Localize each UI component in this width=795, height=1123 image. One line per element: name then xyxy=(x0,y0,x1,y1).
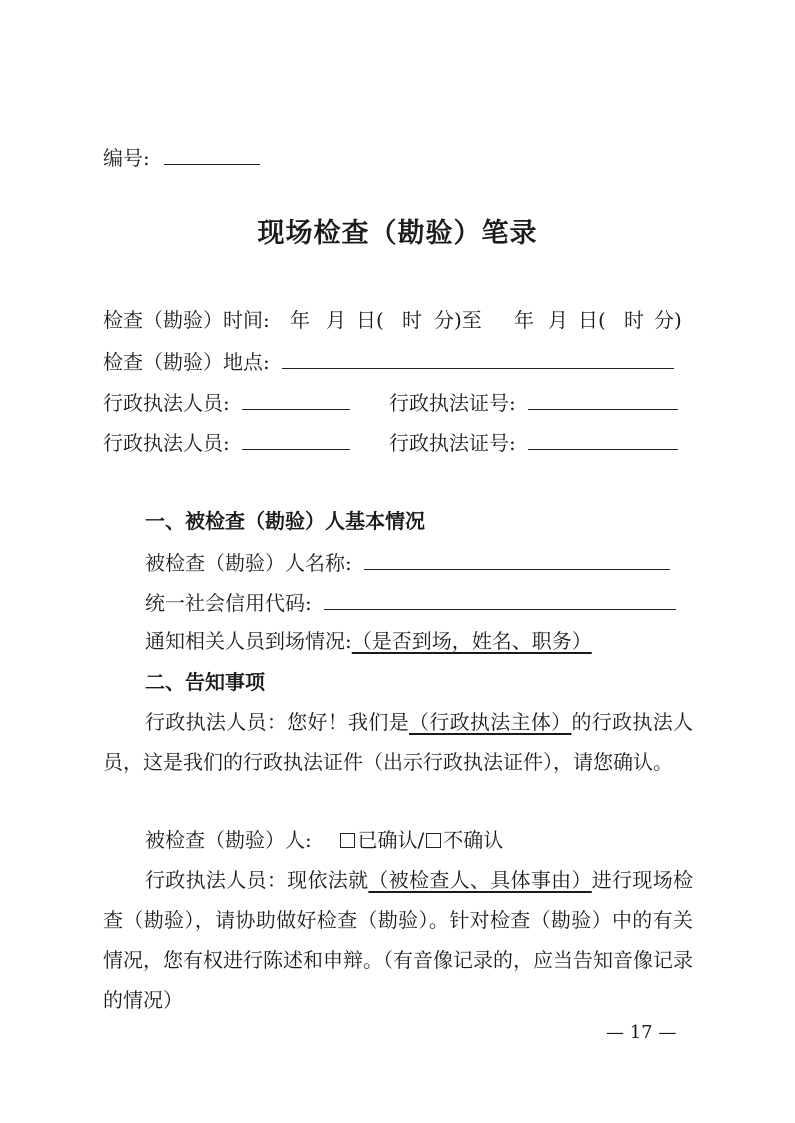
credit-code-row xyxy=(145,587,676,617)
notice-1-text-a: 行政执法人员：您好！我们是 xyxy=(145,710,409,734)
notice-paragraph-1 xyxy=(103,702,693,782)
location-label: 检查（勘验）地点: xyxy=(103,350,270,374)
officer-name-field-1[interactable] xyxy=(242,387,350,410)
cert-number-field-1[interactable] xyxy=(528,387,678,410)
inspection-subject-hint: （被检查人、具体事由） xyxy=(368,868,592,892)
page-number: — 17 — xyxy=(606,1022,677,1043)
notice-2-text-a: 行政执法人员：现依法就 xyxy=(145,868,369,892)
not-confirmed-checkbox[interactable] xyxy=(426,833,441,848)
serial-field[interactable] xyxy=(164,142,260,165)
time-year-2: 年 xyxy=(514,308,534,332)
time-hour-2: 时 xyxy=(624,308,644,332)
officer-label-1: 行政执法人员: xyxy=(103,391,230,415)
notify-label: 通知相关人员到场情况: xyxy=(145,629,352,653)
location-row xyxy=(103,346,674,376)
time-year-1: 年 xyxy=(290,308,310,332)
time-label: 检查（勘验）时间: xyxy=(103,308,270,332)
notice-2-text-b: 进行现场检查（勘验），请协助做好检查（勘验）。针对检查（勘验）中的有关情况，您有权进行陈述和申辩。（有音像记录的，应当告知音像记录的情况） xyxy=(103,868,694,1012)
cert-number-field-2[interactable] xyxy=(528,427,678,450)
officer-row-1 xyxy=(103,387,350,417)
section-1-heading: 一、被检查（勘验）人基本情况 xyxy=(145,509,425,533)
time-day-2: 日( xyxy=(578,308,606,332)
inspected-name-row xyxy=(145,547,670,577)
not-confirmed-label: 不确认 xyxy=(443,828,504,852)
notice-1-text-b: 的行政执法人员，这是我们的行政执法证件（出示行政执法证件），请您确认。 xyxy=(103,710,694,774)
time-minute-2: 分) xyxy=(654,308,682,332)
cert-row-2 xyxy=(389,427,678,457)
officer-label-2: 行政执法人员: xyxy=(103,431,230,455)
time-hour-1: 时 xyxy=(402,308,422,332)
enforcement-body-hint: （行政执法主体） xyxy=(409,710,572,734)
confirmed-label: 已确认/ xyxy=(357,828,425,852)
confirm-label: 被检查（勘验）人: xyxy=(145,828,312,852)
inspected-name-label: 被检查（勘验）人名称: xyxy=(145,551,352,575)
cert-label-2: 行政执法证号: xyxy=(389,431,516,455)
credit-code-field[interactable] xyxy=(324,587,676,610)
cert-row-1 xyxy=(389,387,678,417)
location-field[interactable] xyxy=(282,346,674,369)
credit-code-label: 统一社会信用代码: xyxy=(145,591,312,615)
time-month-1: 月 xyxy=(326,308,346,332)
notice-paragraph-2 xyxy=(103,860,693,1020)
time-month-2: 月 xyxy=(548,308,568,332)
time-minute-1: 分)至 xyxy=(434,308,482,332)
time-day-1: 日( xyxy=(356,308,384,332)
serial-row xyxy=(103,142,260,172)
confirmed-checkbox[interactable] xyxy=(340,833,355,848)
inspected-name-field[interactable] xyxy=(364,547,670,570)
confirm-row xyxy=(145,826,503,854)
officer-name-field-2[interactable] xyxy=(242,427,350,450)
notify-row xyxy=(145,627,672,655)
section-2-heading: 二、告知事项 xyxy=(145,670,265,694)
serial-label: 编号: xyxy=(103,146,150,170)
cert-label-1: 行政执法证号: xyxy=(389,391,516,415)
page-title: 现场检查（勘验）笔录 xyxy=(257,218,538,249)
notify-field[interactable]: （是否到场，姓名、职务） xyxy=(351,629,592,653)
officer-row-2 xyxy=(103,427,350,457)
